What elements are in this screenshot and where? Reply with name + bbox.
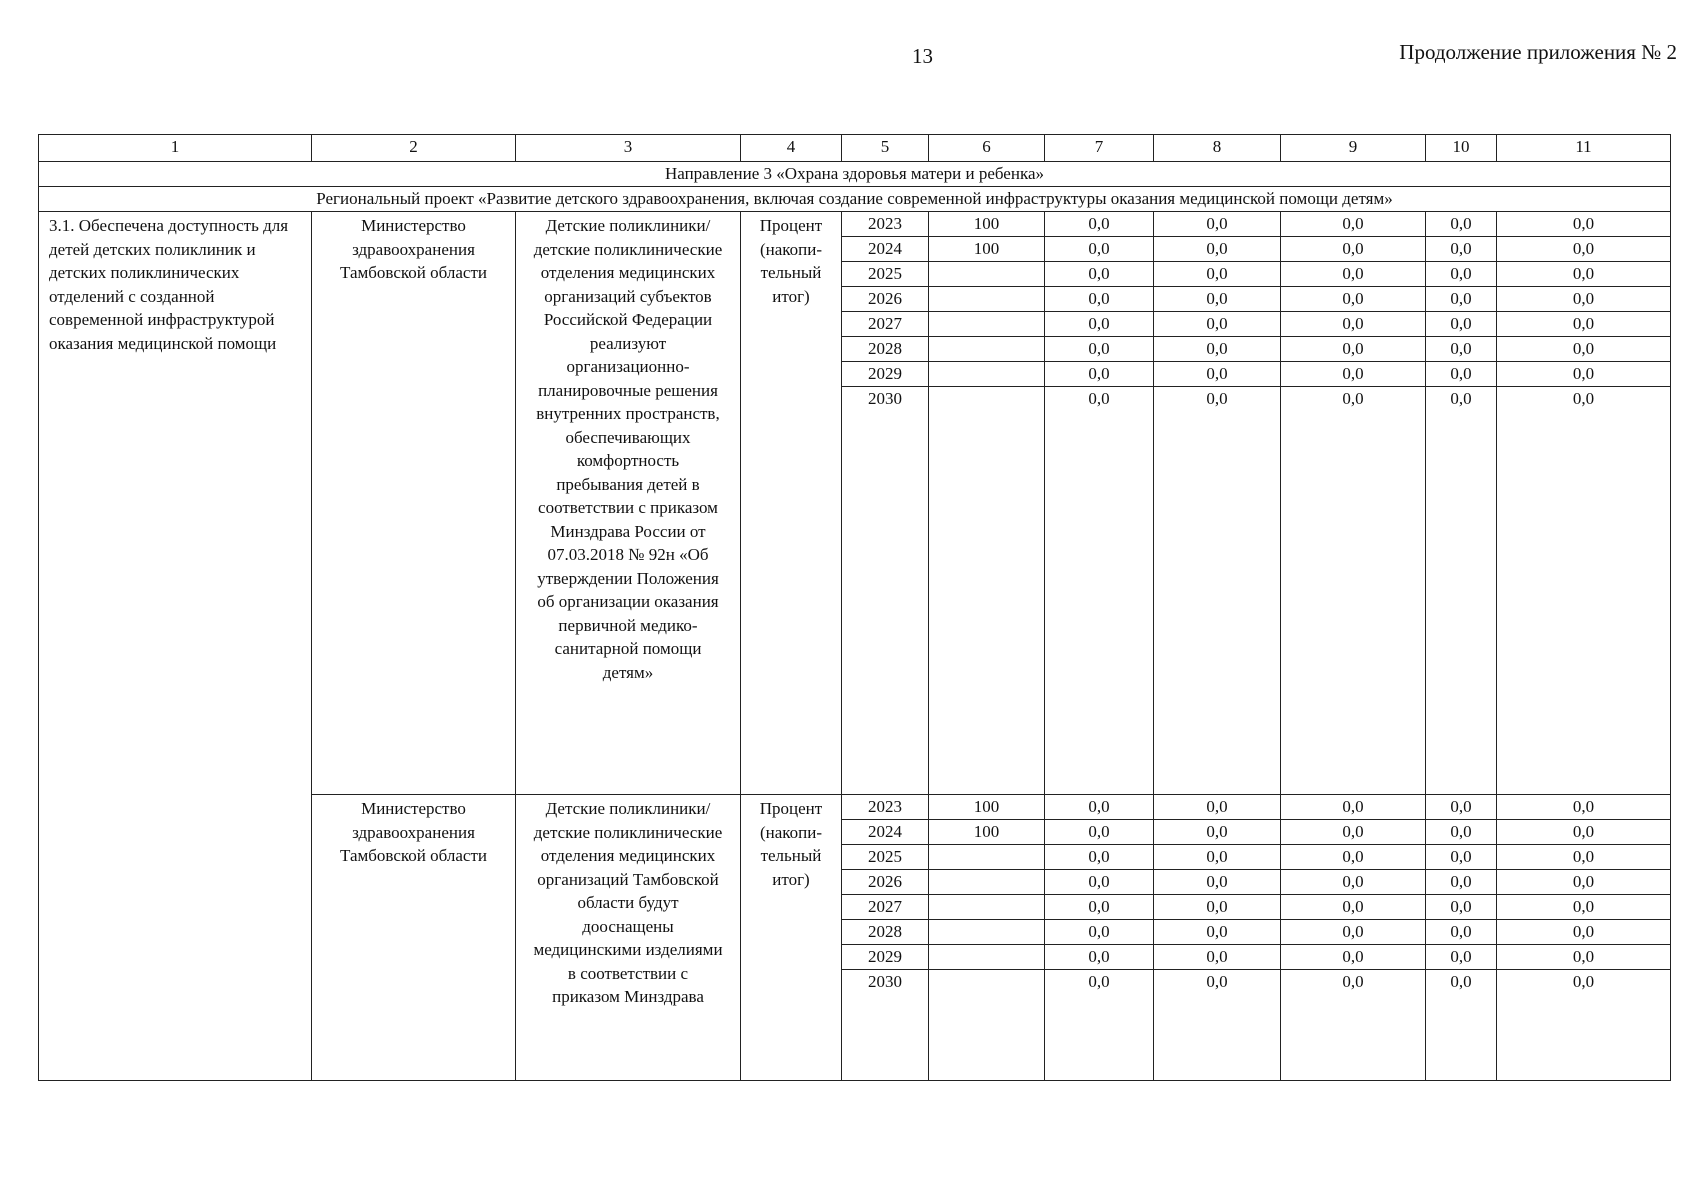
cell-value: 0,0 — [1045, 262, 1153, 287]
cell-value: 0,0 — [1154, 262, 1280, 287]
cell-value — [929, 287, 1044, 312]
cell-value: 0,0 — [1045, 287, 1153, 312]
year-value: 2024 — [842, 237, 928, 262]
unit-text: Процент (накопи-тельный итог) — [741, 795, 842, 1081]
year-value: 2026 — [842, 287, 928, 312]
column-header: 9 — [1281, 135, 1426, 162]
column-header: 5 — [842, 135, 929, 162]
direction-title: Направление 3 «Охрана здоровья матери и ребенка» — [39, 162, 1671, 187]
cell-value: 0,0 — [1426, 262, 1496, 287]
col10-values — [1426, 212, 1496, 408]
cell-value — [929, 387, 1044, 411]
indicator-text: Детские поликлиники/детские поликлинические отделения медицинских организаций субъектов Российской Федерации реализуют организационно-планировочные решения внутренних пространств, обеспечивающих комфортность пребывания детей в соответствии с приказом Минздрава России от 07.03.2018 № 92н «Об утверждении Положения об организации оказания первичной медико-санитарной помощи детям» — [516, 212, 741, 795]
col8-values — [1154, 212, 1280, 408]
cell-value: 0,0 — [1281, 362, 1425, 387]
cell-value: 0,0 — [1450, 972, 1472, 991]
cell-value: 0,0 — [1154, 237, 1280, 262]
cell-value — [929, 945, 1044, 970]
cell-value: 100 — [929, 212, 1044, 237]
project-row — [39, 187, 1671, 212]
year-value: 2029 — [842, 362, 928, 387]
col8-cell — [1154, 212, 1281, 795]
year-value: 2029 — [842, 945, 928, 970]
cell-value: 0,0 — [1497, 920, 1670, 945]
cell-value: 0,0 — [1154, 212, 1280, 237]
cell-value: 0,0 — [1045, 337, 1153, 362]
cell-value — [929, 262, 1044, 287]
col6-cell — [929, 795, 1045, 1081]
cell-value: 0,0 — [1281, 312, 1425, 337]
year-value: 2023 — [842, 212, 928, 237]
cell-value: 0,0 — [1045, 920, 1153, 945]
cell-value: 0,0 — [1206, 389, 1228, 408]
cell-value: 0,0 — [1045, 237, 1153, 262]
result-description: 3.1. Обеспечена доступность для детей детских поликлиник и детских поликлинических отделений с созданной современной инфраструктурой оказания медицинской помощи — [39, 212, 312, 1081]
cell-value: 0,0 — [1154, 312, 1280, 337]
cell-value: 0,0 — [1281, 945, 1425, 970]
indicators-table — [38, 134, 1671, 1081]
cell-value: 0,0 — [1426, 212, 1496, 237]
cell-value: 0,0 — [1154, 362, 1280, 387]
year-value: 2027 — [842, 312, 928, 337]
cell-value: 0,0 — [1497, 262, 1670, 287]
cell-value: 0,0 — [1281, 262, 1425, 287]
cell-value: 0,0 — [1154, 870, 1280, 895]
cell-value — [929, 920, 1044, 945]
years-list — [842, 795, 928, 994]
cell-value: 0,0 — [1497, 870, 1670, 895]
column-header: 8 — [1154, 135, 1281, 162]
col7-cell — [1045, 795, 1154, 1081]
continuation-label: Продолжение приложения № 2 — [1399, 40, 1677, 64]
cell-value: 0,0 — [1088, 972, 1110, 991]
column-header: 1 — [39, 135, 312, 162]
column-number-row — [39, 135, 1671, 162]
cell-value: 0,0 — [1342, 972, 1364, 991]
col11-values — [1497, 212, 1670, 408]
cell-value: 0,0 — [1045, 820, 1153, 845]
column-header: 10 — [1426, 135, 1497, 162]
cell-value: 0,0 — [1045, 795, 1153, 820]
years-list — [842, 212, 928, 411]
cell-value: 0,0 — [1045, 312, 1153, 337]
col6-values — [929, 212, 1044, 258]
cell-value: 0,0 — [1206, 972, 1228, 991]
cell-value: 0,0 — [1426, 895, 1496, 920]
year-value: 2026 — [842, 870, 928, 895]
col9-cell — [1281, 795, 1426, 1081]
year-value: 2028 — [842, 337, 928, 362]
cell-value: 0,0 — [1088, 389, 1110, 408]
cell-value: 0,0 — [1281, 920, 1425, 945]
col9-values — [1281, 212, 1425, 408]
cell-value: 0,0 — [1572, 972, 1595, 991]
cell-value: 0,0 — [1281, 237, 1425, 262]
year-value: 2024 — [842, 820, 928, 845]
cell-value: 0,0 — [1281, 870, 1425, 895]
indicator-text: Детские поликлиники/детские поликлинические отделения медицинских организаций Тамбовской области будут дооснащены медицинскими изделиями в соответствии с приказом Минздрава — [516, 795, 741, 1081]
cell-value: 0,0 — [1154, 895, 1280, 920]
col10-values — [1426, 795, 1496, 991]
cell-value: 0,0 — [1281, 820, 1425, 845]
direction-row — [39, 162, 1671, 187]
cell-value: 0,0 — [1497, 287, 1670, 312]
cell-value: 0,0 — [1426, 845, 1496, 870]
year-value: 2028 — [842, 920, 928, 945]
year-value: 2030 — [868, 389, 902, 408]
column-header: 4 — [741, 135, 842, 162]
cell-value: 0,0 — [1281, 895, 1425, 920]
cell-value: 0,0 — [1497, 895, 1670, 920]
responsible-org: Министерство здравоохранения Тамбовской области — [312, 212, 516, 795]
col8-cell — [1154, 795, 1281, 1081]
cell-value — [929, 362, 1044, 387]
cell-value: 100 — [929, 820, 1044, 845]
cell-value: 0,0 — [1426, 820, 1496, 845]
cell-value — [929, 337, 1044, 362]
cell-value — [929, 870, 1044, 895]
col11-cell — [1497, 212, 1671, 795]
cell-value: 0,0 — [1572, 389, 1595, 408]
cell-value: 0,0 — [1426, 312, 1496, 337]
cell-value: 0,0 — [1497, 820, 1670, 845]
cell-value: 0,0 — [1426, 287, 1496, 312]
col9-values — [1281, 795, 1425, 991]
cell-value: 0,0 — [1281, 287, 1425, 312]
column-header: 11 — [1497, 135, 1671, 162]
unit-text: Процент (накопи-тельный итог) — [741, 212, 842, 795]
cell-value: 0,0 — [1426, 237, 1496, 262]
col10-cell — [1426, 212, 1497, 795]
cell-value: 0,0 — [1450, 389, 1472, 408]
cell-value: 0,0 — [1497, 312, 1670, 337]
year-value: 2023 — [842, 795, 928, 820]
col7-values — [1045, 212, 1153, 408]
cell-value: 0,0 — [1045, 362, 1153, 387]
cell-value: 100 — [929, 237, 1044, 262]
cell-value: 0,0 — [1154, 820, 1280, 845]
cell-value: 0,0 — [1045, 870, 1153, 895]
cell-value: 0,0 — [1426, 337, 1496, 362]
col11-cell — [1497, 795, 1671, 1081]
responsible-org: Министерство здравоохранения Тамбовской области — [312, 795, 516, 1081]
column-header: 3 — [516, 135, 741, 162]
col7-values — [1045, 795, 1153, 991]
col6-cell — [929, 212, 1045, 795]
cell-value: 0,0 — [1154, 337, 1280, 362]
cell-value: 0,0 — [1497, 362, 1670, 387]
cell-value: 0,0 — [1154, 287, 1280, 312]
page-number: 13 — [912, 44, 933, 68]
year-value: 2027 — [842, 895, 928, 920]
table-row — [39, 212, 1671, 795]
project-title: Региональный проект «Развитие детского здравоохранения, включая создание современной инфраструктуры оказания медицинской помощи детям» — [39, 187, 1671, 212]
cell-value — [929, 312, 1044, 337]
cell-value: 0,0 — [1497, 337, 1670, 362]
cell-value: 0,0 — [1045, 895, 1153, 920]
cell-value: 0,0 — [1281, 212, 1425, 237]
col8-values — [1154, 795, 1280, 991]
cell-value: 0,0 — [1426, 795, 1496, 820]
cell-value — [929, 845, 1044, 870]
col9-cell — [1281, 212, 1426, 795]
cell-value: 0,0 — [1426, 920, 1496, 945]
cell-value: 0,0 — [1281, 795, 1425, 820]
cell-value: 0,0 — [1281, 337, 1425, 362]
column-header: 2 — [312, 135, 516, 162]
year-value: 2025 — [842, 845, 928, 870]
years-cell — [842, 795, 929, 1081]
cell-value: 0,0 — [1281, 845, 1425, 870]
years-cell — [842, 212, 929, 795]
cell-value: 0,0 — [1497, 212, 1670, 237]
col6-values — [929, 795, 1044, 841]
cell-value: 0,0 — [1045, 945, 1153, 970]
cell-value — [929, 895, 1044, 920]
cell-value — [929, 970, 1044, 994]
column-header: 7 — [1045, 135, 1154, 162]
cell-value: 0,0 — [1045, 212, 1153, 237]
year-value: 2030 — [868, 972, 902, 991]
cell-value: 0,0 — [1426, 945, 1496, 970]
cell-value: 100 — [929, 795, 1044, 820]
cell-value: 0,0 — [1154, 795, 1280, 820]
col11-values — [1497, 795, 1670, 991]
col10-cell — [1426, 795, 1497, 1081]
year-value: 2025 — [842, 262, 928, 287]
cell-value: 0,0 — [1045, 845, 1153, 870]
col7-cell — [1045, 212, 1154, 795]
cell-value: 0,0 — [1154, 945, 1280, 970]
cell-value: 0,0 — [1154, 845, 1280, 870]
cell-value: 0,0 — [1497, 237, 1670, 262]
cell-value: 0,0 — [1497, 845, 1670, 870]
cell-value: 0,0 — [1342, 389, 1364, 408]
cell-value: 0,0 — [1497, 795, 1670, 820]
cell-value: 0,0 — [1426, 362, 1496, 387]
cell-value: 0,0 — [1426, 870, 1496, 895]
cell-value: 0,0 — [1497, 945, 1670, 970]
column-header: 6 — [929, 135, 1045, 162]
cell-value: 0,0 — [1154, 920, 1280, 945]
